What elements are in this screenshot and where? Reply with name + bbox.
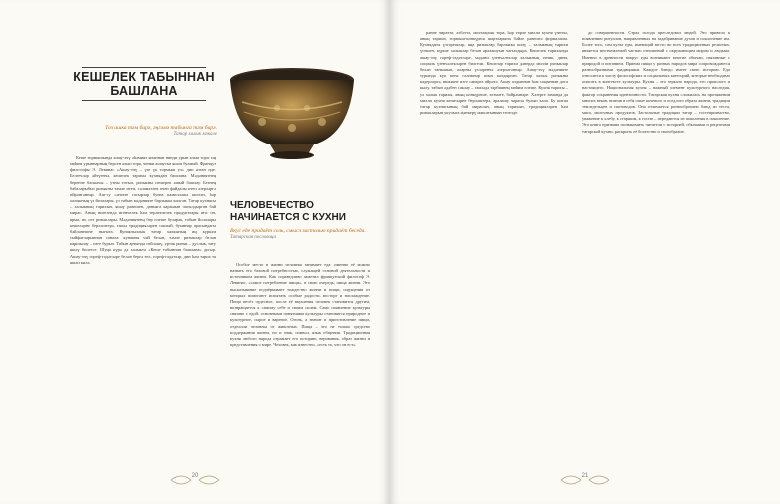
ru-chapter-title: ЧЕЛОВЕЧЕСТВО НАЧИНАЕТСЯ С КУХНИ bbox=[230, 200, 346, 223]
kaz-epigraph-source: Татар халык мәкале bbox=[173, 131, 217, 137]
ru-text-column bbox=[230, 262, 370, 455]
kaz-epigraph-text: Тоз ашка тәм бирә, әңгәмә табынга тәм бирә. bbox=[105, 125, 217, 131]
kaz-paragraph: рәнне чиратта, әлбәттә, мохтаҗлык тора, һәр төрле милли кухня үзенчә, аның тарихи, тормыш-көнкүреш шартларына бәйле рәвештә формалаша. Кухнядагы үзгәрешләр, яңа ризыклар барлыкка килү – халыкның тарихи үсешен, күрше халыклар белән аралашуын чагылдыра. Кешелек тарихында ашау-эчү гореф-гадәтләре, мәдәни үзенчәлекләр халыкның этник, дини, социаль үзенчәлекләрен билгели. Кешеләр тарихи дәвердә милли ризыклар белән танышып, аларны үзләренчә әзерләгәннәр. Ашау-эчү мәдәнияте турында күп кенә галимнәр язып калдырган. Татар халкы ризыкны кадерләргә, икмәкне изге санарга өйрәтә. Ашау алдыннан һәм соңыннан дога кылу, табын әдәбен саклау – гаиләдә тәрбиянең мөһим өлеше. Кухня тарихы – ул халык тарихы, аның көнкүреше, хезмәте, бәйрәмнәре. Хәзерге заманда да милли кухня кешеләрне берләштерә, аралашу чарасы булып кала. Бу китап татар кухнясының бай мирасын, аның тарихын, традицияләрен һәм ризыкларын укучыга җиткерү максатыннан төзелде. bbox=[420, 30, 568, 116]
ru-paragraph: Особое место в жизни человека занимает еда: именно её можно назвать его базовой потребностью, служащей основой деятельности и источником жизни. Как справедливо заметил французский философ Э. Левинас, «самое потребление пищи», в свою очередь, пища жизни. Это высказывание подчёркивает тождество жизни и пищи, ощущения от которых помогают испытать особые радости, восторг и наслаждение. Пища несёт чудесное, после её вкушения человек становится другим, возвращается к самому себе и своим силам. Само появление культуры связано с едой: основными понятиями культуры становятся природное и культурное, сырое и вареное. Огонь, а значит и приготовление пищи, отделили человека от животных. Пища – это не только средство поддержания жизни, но и знак, символ, язык общения. Традиционная кухня любого народа отражает его историю, верования, образ жизни и представления о мире. Человек, как известно, «есть то, что он ест». bbox=[230, 262, 370, 348]
page-number-right bbox=[555, 470, 615, 490]
bronze-bowl-image bbox=[222, 62, 362, 162]
ru-text-column-right bbox=[582, 30, 730, 455]
title-rule bbox=[82, 100, 206, 101]
kaz-chapter-title-text: КЕШЕЛЕК ТАБЫННАН БАШЛАНА bbox=[73, 70, 215, 98]
ru-paragraph: до совершенности. Страх голода преследовал людей. Это привело к появлению ритуалов, направленных на задабривание духов и поклонение им. Более того, сам культ еды, имеющий место во всех традиционных религиях, является неотъемлемой частью отношений с окружающим миром и людьми. Именно в древности вокруг еды возникают многие обычаи, связанные с природой и питанием. Приема пищи у разных народов мира сопровождаются разнообразными традициями. Каждое блюдо имеет свою историю. Еда относится к числу философских и социальных категорий, которые необходимо описать в контексте культуры. Кухня – это зеркало народа, его прошлого и настоящего. Национальная кухня – важный элемент культурного наследия, фактор сохранения идентичности. Татарская кухня сложилась на протяжении многих веков, впитав в себя опыт кочевого и оседлого образа жизни, традиции земледельцев и скотоводов. Она отличается разнообразием блюд из теста, мяса, молочных продуктов. Застольные традиции татар – гостеприимство, уважение к хлебу, к старшим, к гостю – передаются из поколения в поколение. Эта книга призвана познакомить читателя с историей, обычаями и рецептами татарской кухни, раскрыть её богатство и своеобразие. bbox=[582, 30, 730, 134]
page-number-left bbox=[165, 470, 225, 490]
kaz-epigraph bbox=[77, 125, 217, 139]
page-number-text: 21 bbox=[581, 473, 589, 479]
title-rule bbox=[82, 67, 206, 68]
ru-epigraph bbox=[230, 228, 370, 242]
kaz-chapter-title bbox=[70, 65, 218, 103]
page-number-text: 20 bbox=[191, 473, 199, 479]
kaz-text-column-right bbox=[420, 30, 568, 455]
kaz-paragraph: Кеше тормышында ашау-эчү әһәмият ягыннан нинди урын алып тора: иң мөһим урыннарның берсен алып тора, чөнки ашаусыз яшәп булмый. Француз философы Э. Левинас «Ашау-эчү – үзе үк тормыш ул» дип язган иде. Белгечләр әйтүенчә, кешелек тарихы кухнядан башлана. Мәдәниятнең беренче баскычы – утны тотып, ризыкны пешереп ашый башлау. Безнең бабаларыбыз ризыкны тәмле итеп, сәламәтлек өчен файдалы итеп әзерләргә өйрәнгәннәр. Аш-су сәнгате гасырлар буена камилләшә килгән, һәр халыкның үз йолалары, үз табын мәдәнияте барлыкка килгән. Татар кухнясы – халыкның тарихын, яшәү рәвешен, дөньяга карашын чагылдырган бай мирас. Аның нигезендә игенчелек һәм терлекчелек продуктлары ята: он, ярма, ит, сөт ризыклары. Мәдәниятнең бер өлеше буларак, табын йолалары кешеләрне берләштерә, гаилә традицияләрен саклый, буыннар арасындагы бәйләнешне ныгыта. Кунакчыллык татар халкының иң күркәм сыйфатларыннан санала: кунакны чәй белән, тәмле ризыклар белән каршылау – изге бурыч. Табын артында сөйләшү, уртак ризык – дуслык, тату яшәү билгесе. Шуңа күрә дә халыкта «Кеше табыннан башлана» диләр. Ашау-эчү гореф-гадәтләре белән бергә тел, гореф-гадәтләр, дин һәм тарих та яшәп килә. bbox=[70, 155, 216, 265]
ru-epigraph-source: Татарская пословица bbox=[230, 234, 276, 240]
kaz-text-column bbox=[70, 155, 216, 455]
ru-epigraph-text: Вкус еде придаёт соль, смысл застолью придаёт беседа. bbox=[230, 228, 366, 234]
right-page bbox=[390, 0, 780, 504]
